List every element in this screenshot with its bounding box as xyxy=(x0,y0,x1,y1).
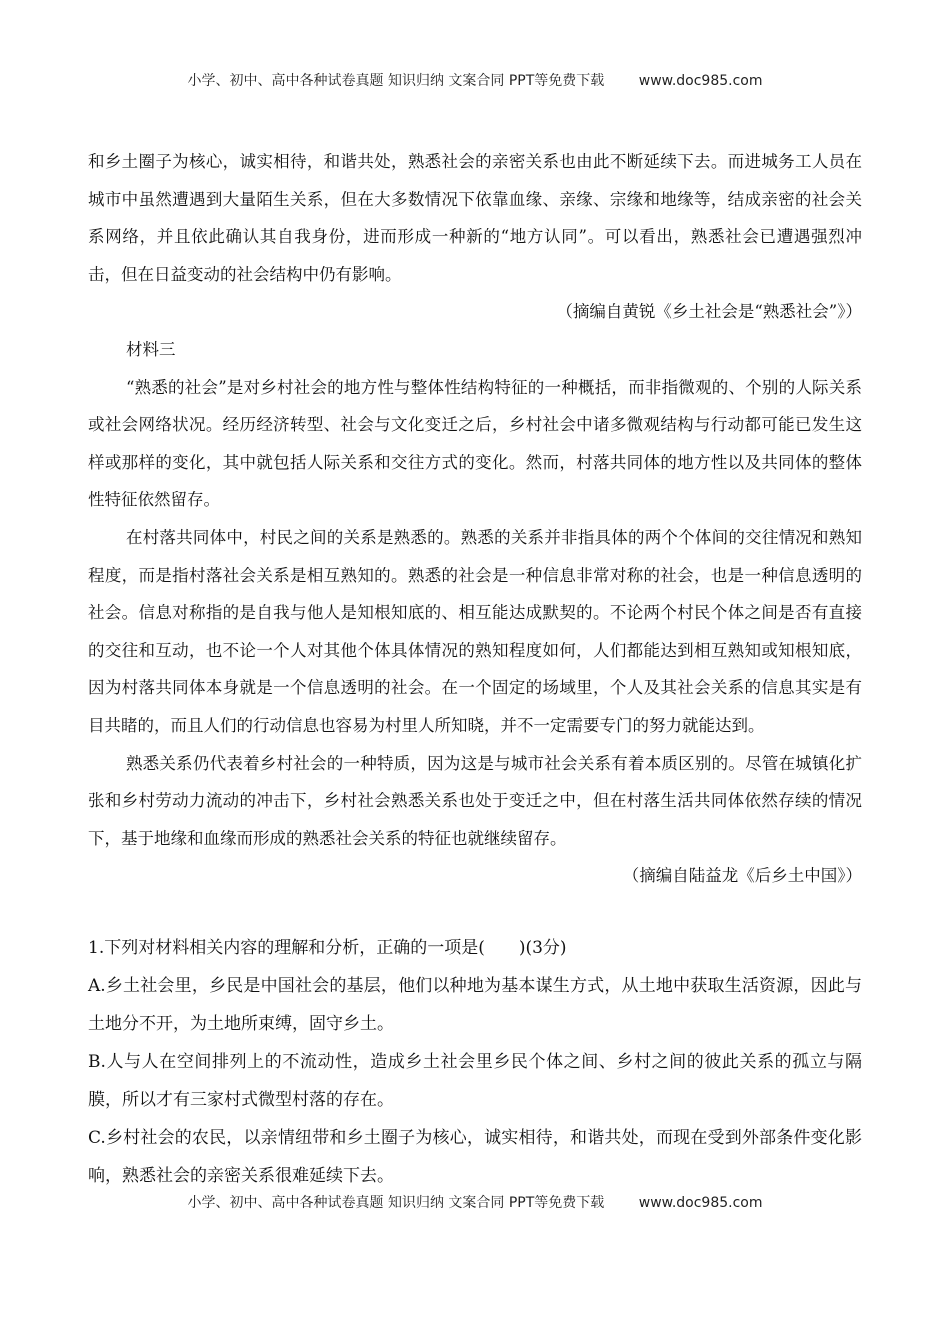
question-1 xyxy=(88,929,862,1195)
page-header xyxy=(0,70,950,90)
footer-site-link[interactable]: www.doc985.com xyxy=(638,1195,763,1211)
material-3-paragraph-1: “熟悉的社会”是对乡村社会的地方性与整体性结构特征的一种概括，而非指微观的、个别的人际关系或社会网络状况。经历经济转型、社会与文化变迁之后，乡村社会中诸多微观结构与行动都可能已发生这样或那样的变化，其中就包括人际关系和交往方式的变化。然而，村落共同体的地方性以及共同体的整体性特征依然留存。 xyxy=(88,377,862,510)
source-citation-3: （摘编自陆益龙《后乡土中国》） xyxy=(622,866,862,886)
question-1-option-b: B.人与人在空间排列上的不流动性，造成乡土社会里乡民个体之间、乡村之间的彼此关系的孤立与隔膜，所以才有三家村式微型村落的存在。 xyxy=(88,1052,862,1110)
footer-banner: 小学、初中、高中各种试卷真题 知识归纳 文案合同 PPT等免费下载 xyxy=(187,1195,605,1211)
header-site-link[interactable]: www.doc985.com xyxy=(638,73,763,89)
article-body xyxy=(88,143,862,895)
material-3-paragraph-3: 熟悉关系仍代表着乡村社会的一种特质，因为这是与城市社会关系有着本质区别的。尽管在城镇化扩张和乡村劳动力流动的冲击下，乡村社会熟悉关系也处于变迁之中，但在村落生活共同体依然存续的情况下，基于地缘和血缘而形成的熟悉社会关系的特征也就继续留存。 xyxy=(88,753,862,848)
paragraph-continued: 和乡土圈子为核心，诚实相待，和谐共处，熟悉社会的亲密关系也由此不断延续下去。而进城务工人员在城市中虽然遭遇到大量陌生关系，但在大多数情况下依靠血缘、亲缘、宗缘和地缘等，结成亲密的社会关系网络，并且依此确认其自我身份，进而形成一种新的“地方认同”。可以看出，熟悉社会已遭遇强烈冲击，但在日益变动的社会结构中仍有影响。 xyxy=(88,152,862,284)
material-3-label: 材料三 xyxy=(125,339,176,359)
material-3-paragraph-2: 在村落共同体中，村民之间的关系是熟悉的。熟悉的关系并非指具体的两个个体间的交往情况和熟知程度，而是指村落社会关系是相互熟知的。熟悉的社会是一种信息非常对称的社会，也是一种信息透明的社会。信息对称指的是自我与他人是知根知底的、相互能达成默契的。不论两个村民个体之间是否有直接的交往和互动，也不论一个人对其他个体具体情况的熟知程度如何，人们都能达到相互熟知或知根知底，因为村落共同体本身就是一个信息透明的社会。在一个固定的场域里，个人及其社会关系的信息其实是有目共睹的，而且人们的行动信息也容易为村里人所知晓，并不一定需要专门的努力就能达到。 xyxy=(88,527,862,735)
source-citation-2: （摘编自黄锐《乡土社会是“熟悉社会”》） xyxy=(556,302,862,322)
question-1-option-a: A.乡土社会里，乡民是中国社会的基层，他们以种地为基本谋生方式，从土地中获取生活资源，因此与土地分不开，为土地所束缚，固守乡土。 xyxy=(88,976,862,1034)
question-1-option-c: C.乡村社会的农民，以亲情纽带和乡土圈子为核心，诚实相待，和谐共处，而现在受到外部条件变化影响，熟悉社会的亲密关系很难延续下去。 xyxy=(88,1128,862,1186)
header-banner: 小学、初中、高中各种试卷真题 知识归纳 文案合同 PPT等免费下载 xyxy=(187,73,605,89)
question-1-stem: 1.下列对材料相关内容的理解和分析，正确的一项是( )(3分) xyxy=(88,938,567,958)
page-footer xyxy=(0,1192,950,1212)
